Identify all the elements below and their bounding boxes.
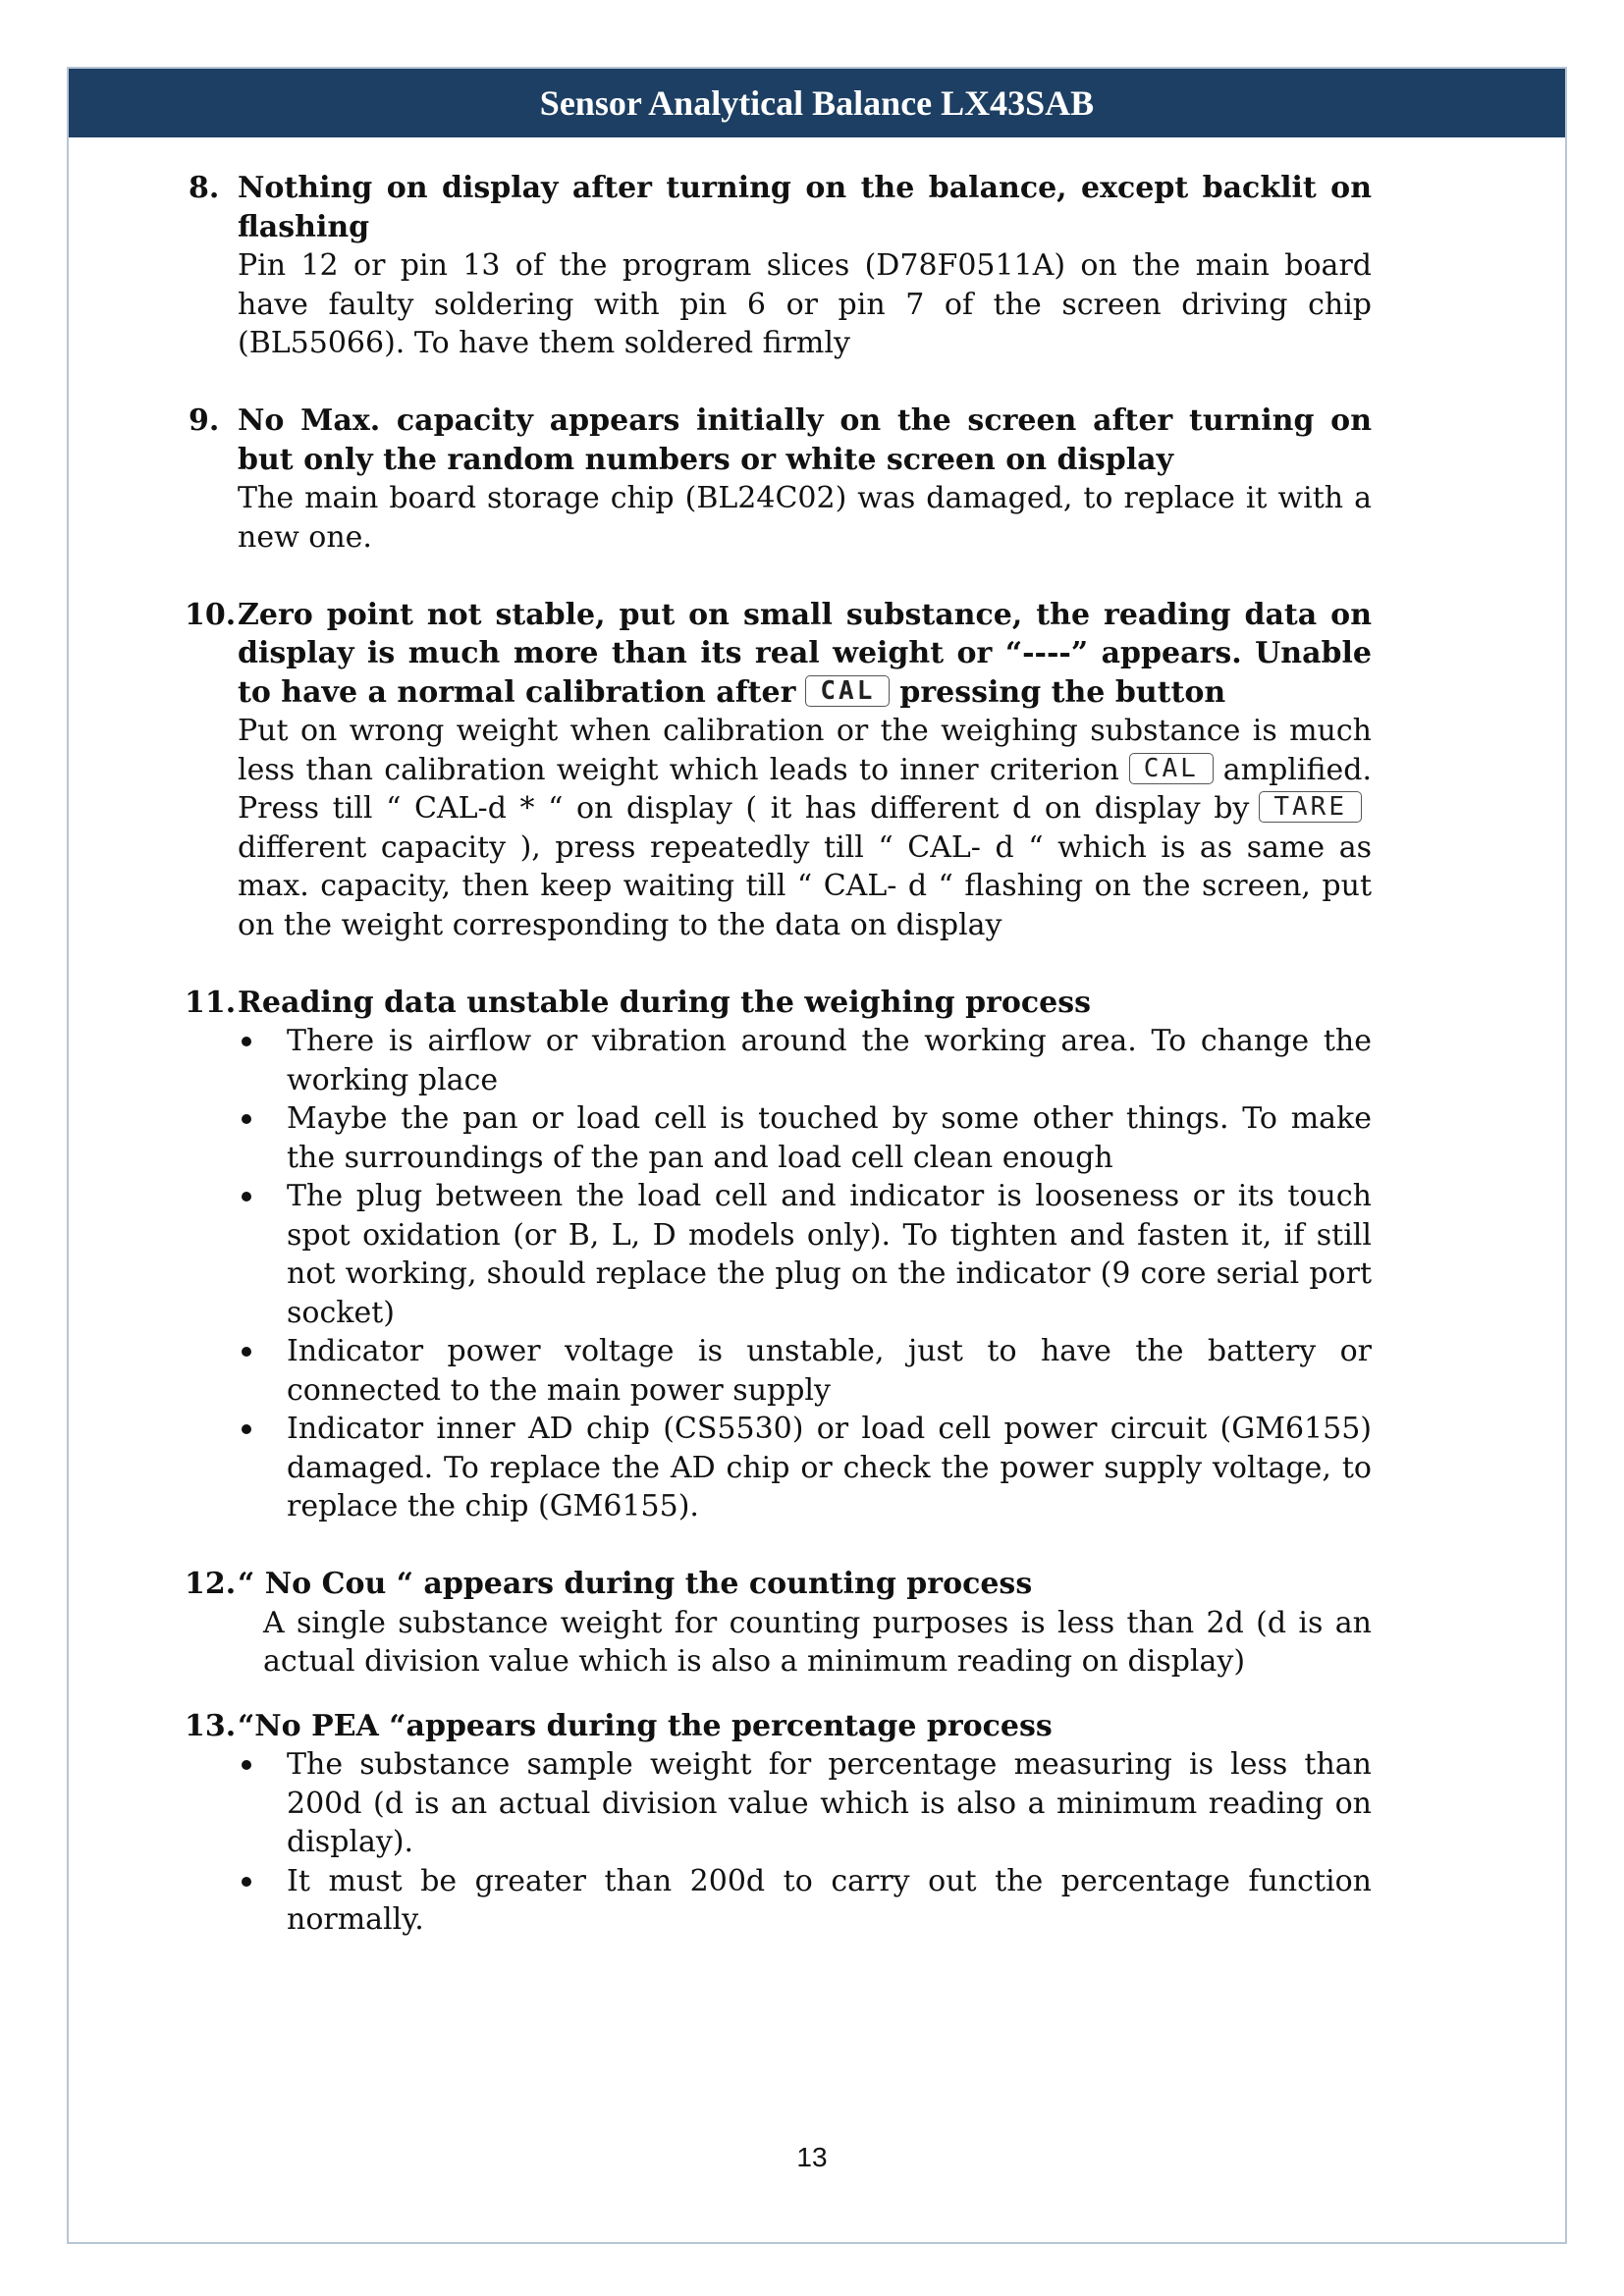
list-item: Indicator inner AD chip (CS5530) or load cell power circuit (GM6155) damaged. To replace the AD chip or check the power supply voltage, to replace the chip (GM6155). — [238, 1410, 1372, 1526]
section-body-part: amplified. Press till “ CAL-d * “ on display ( it has different d on display by — [238, 752, 1372, 826]
header-title: Sensor Analytical Balance LX43SAB — [539, 83, 1095, 123]
bullet-icon — [242, 1192, 251, 1201]
section-title-part: pressing the button — [899, 674, 1226, 710]
section-body-part: Put on wrong weight when calibration or the weighing substance is much less than calibration weight which leads to inner criterion — [238, 714, 1372, 787]
list-item: The substance sample weight for percentage measuring is less than 200d (d is an actual division value which is also a minimum reading on display). — [238, 1745, 1372, 1862]
section-title — [238, 596, 1372, 713]
section-number: 8. — [189, 171, 220, 205]
list-item: The plug between the load cell and indicator is looseness or its touch spot oxidation (or B, L, D models only). To tighten and fasten it, if still not working, should replace the plug on the indicator (9 core serial port socket) — [238, 1177, 1372, 1332]
section-number: 12. — [185, 1567, 237, 1601]
section-body — [238, 712, 1372, 944]
section-10 — [185, 596, 1372, 945]
section-number: 13. — [185, 1708, 237, 1743]
bullet-icon — [242, 1347, 251, 1357]
list-item: There is airflow or vibration around the working area. To change the working place — [238, 1022, 1372, 1099]
bullet-list — [238, 1745, 1372, 1940]
section-title: No Max. capacity appears initially on the screen after turning on but only the random numbers or white screen on display — [238, 403, 1372, 477]
section-title: Nothing on display after turning on the balance, except backlit on flashing — [238, 171, 1372, 244]
section-body-part: different capacity ), press repeatedly till “ CAL- d “ which is as same as max. capacity, then keep waiting till “ CAL- d “ flashing on the screen, put on the weight corresponding to the data on display — [238, 829, 1372, 942]
bullet-icon — [242, 1424, 251, 1434]
section-12 — [185, 1565, 1372, 1682]
section-13 — [185, 1707, 1372, 1940]
page-header — [69, 69, 1565, 137]
section-number: 9. — [189, 403, 220, 438]
list-item: Maybe the pan or load cell is touched by some other things. To make the surroundings of the pan and load cell clean enough — [238, 1099, 1372, 1177]
cal-key-icon: CAL — [805, 675, 890, 707]
tare-key-icon: TARE — [1259, 791, 1362, 823]
page-number: 13 — [796, 2142, 828, 2172]
section-title: “No PEA “appears during the percentage process — [238, 1708, 1053, 1743]
section-body: A single substance weight for counting purposes is less than 2d (d is an actual division value which is also a minimum reading on display) — [263, 1605, 1372, 1679]
section-title-part: Zero point not stable, put on small substance, the reading data on display is much more than its real weight or “----” appears. Unable to have a normal calibration after — [238, 597, 1372, 710]
bullet-icon — [242, 1114, 251, 1124]
section-body: The main board storage chip (BL24C02) was damaged, to replace it with a new one. — [238, 481, 1372, 555]
section-number: 11. — [185, 985, 237, 1020]
bullet-icon — [242, 1877, 251, 1887]
content — [185, 169, 1372, 1940]
section-title: Reading data unstable during the weighing process — [238, 985, 1092, 1020]
section-9 — [189, 401, 1372, 557]
section-8 — [189, 169, 1372, 363]
section-title: “ No Cou “ appears during the counting process — [238, 1567, 1033, 1601]
bullet-icon — [242, 1760, 251, 1770]
list-item: Indicator power voltage is unstable, just to have the battery or connected to the main power supply — [238, 1332, 1372, 1410]
section-body: Pin 12 or pin 13 of the program slices (D78F0511A) on the main board have faulty soldering with pin 6 or pin 7 of the screen driving chip (BL55066). To have them soldered firmly — [238, 248, 1372, 360]
list-item: It must be greater than 200d to carry out the percentage function normally. — [238, 1862, 1372, 1940]
section-number: 10. — [185, 597, 237, 632]
bullet-list — [238, 1022, 1372, 1526]
cal-key-icon: CAL — [1129, 753, 1214, 784]
bullet-icon — [242, 1037, 251, 1046]
section-11 — [185, 984, 1372, 1526]
